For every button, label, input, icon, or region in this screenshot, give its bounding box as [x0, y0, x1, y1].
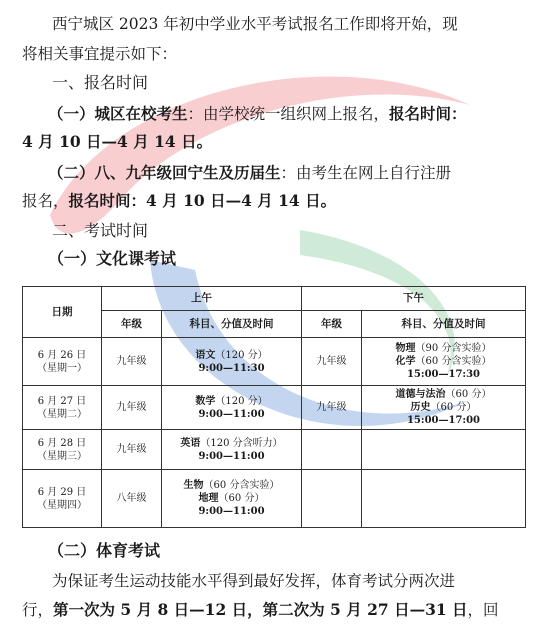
item2-dates: 4 月 10 日—4 月 14 日。	[146, 191, 337, 210]
subject-name: 英语	[180, 437, 201, 449]
subsection-pe-title: （二）体育考试	[48, 541, 161, 560]
item1-text: ：由学校统一组织网上报名，	[187, 105, 390, 123]
date: 6 月 29 日	[37, 486, 87, 498]
am-subjects-cell	[162, 338, 302, 386]
am-time: 9:00—11:00	[198, 506, 265, 517]
subject-name: 历史	[410, 402, 431, 413]
date-header: 日期	[23, 287, 102, 338]
pm-grade: 九年级	[302, 338, 362, 386]
am-grade-header: 年级	[102, 311, 162, 338]
date: 6 月 26 日	[37, 349, 87, 361]
intro-line-1: 西宁城区 2023 年初中学业水平考试报名工作即将开始，现	[52, 15, 458, 33]
subject-detail: （120 分）	[215, 349, 268, 361]
subject-name: 化学	[395, 356, 416, 367]
pm-subject-header: 科目、分值及时间	[362, 311, 526, 338]
weekday: （星期一）	[37, 362, 87, 374]
date-cell	[23, 470, 102, 528]
date: 6 月 28 日	[37, 437, 87, 449]
subject-name: 数学	[195, 395, 216, 407]
pe-line-2-end: ，回	[467, 601, 499, 619]
date-cell	[23, 430, 102, 470]
pm-subjects-cell	[362, 386, 526, 430]
weekday: （星期二）	[37, 408, 87, 420]
subject-detail: （120 分含听力）	[200, 437, 283, 449]
pm-subjects-empty	[362, 470, 526, 528]
item1-label: （一）城区在校考生	[48, 104, 188, 123]
am-grade: 八年级	[102, 470, 162, 528]
item2-text: ：由考生在网上自行注册	[280, 164, 452, 182]
item1-line-1	[0, 104, 545, 124]
am-subject-header: 科目、分值及时间	[162, 311, 302, 338]
am-time: 9:00—11:00	[198, 408, 265, 420]
subject-detail: （60 分含实验）	[203, 480, 280, 491]
table-row	[23, 470, 526, 528]
item2-label: （二）八、九年级回宁生及历届生	[48, 163, 281, 182]
pe-dates: 第一次为 5 月 8 日—12 日，第二次为 5 月 27 日—31 日	[53, 600, 468, 619]
morning-header: 上午	[102, 287, 302, 311]
am-grade: 九年级	[102, 386, 162, 430]
subject-detail: （60 分）	[445, 389, 492, 400]
am-time: 9:00—11:00	[198, 450, 265, 462]
pm-time: 15:00—17:00	[406, 415, 481, 426]
exam-schedule-table	[22, 286, 526, 528]
item2-time-label: 报名时间：	[68, 191, 147, 210]
table-header-row-1	[23, 287, 526, 311]
am-subjects-cell	[162, 430, 302, 470]
item1-dates: 4 月 10 日—4 月 14 日。	[22, 132, 213, 151]
am-subjects-cell	[162, 470, 302, 528]
subject-detail: （60 分）	[218, 493, 265, 504]
item2-line-2	[0, 191, 545, 211]
section-exam-time-title: 二、考试时间	[52, 221, 149, 240]
date-cell	[23, 386, 102, 430]
item2-line-1	[0, 163, 545, 183]
subject-name: 道德与法治	[395, 389, 446, 400]
am-grade: 九年级	[102, 338, 162, 386]
afternoon-header: 下午	[302, 287, 526, 311]
table-row	[23, 430, 526, 470]
item1-time-label: 报名时间：	[389, 104, 467, 123]
item2-prefix: 报名，	[22, 192, 69, 210]
subject-detail: （120 分）	[215, 395, 268, 407]
pm-grade-header: 年级	[302, 311, 362, 338]
table-row	[23, 338, 526, 386]
am-subjects-cell	[162, 386, 302, 430]
pe-line-2	[0, 600, 545, 620]
pm-grade-empty	[302, 430, 362, 470]
pe-line-1: 为保证考生运动技能水平得到最好发挥，体育考试分两次进	[52, 572, 456, 590]
subject-name: 物理	[395, 343, 416, 354]
subject-name: 生物	[183, 480, 204, 491]
am-time: 9:00—11:30	[198, 362, 265, 374]
pm-grade-empty	[302, 470, 362, 528]
table-row	[23, 386, 526, 430]
intro-line-2: 将相关事宜提示如下：	[22, 45, 178, 63]
date-cell	[23, 338, 102, 386]
subject-detail: （90 分含实验）	[415, 343, 492, 354]
pm-grade: 九年级	[302, 386, 362, 430]
section-registration-title: 一、报名时间	[52, 73, 149, 92]
subject-name: 地理	[198, 493, 219, 504]
subsection-academic-title: （一）文化课考试	[48, 249, 177, 268]
subject-name: 语文	[195, 349, 216, 361]
weekday: （星期三）	[37, 450, 87, 462]
subject-detail: （60 分）	[430, 402, 477, 413]
date: 6 月 27 日	[37, 395, 87, 407]
pm-subjects-cell	[362, 338, 526, 386]
weekday: （星期四）	[37, 499, 87, 511]
pm-time: 15:00—17:30	[406, 369, 481, 380]
pe-line-2-start: 行，	[22, 601, 54, 619]
pm-subjects-empty	[362, 430, 526, 470]
am-grade: 九年级	[102, 430, 162, 470]
subject-detail: （60 分含实验）	[415, 356, 492, 367]
